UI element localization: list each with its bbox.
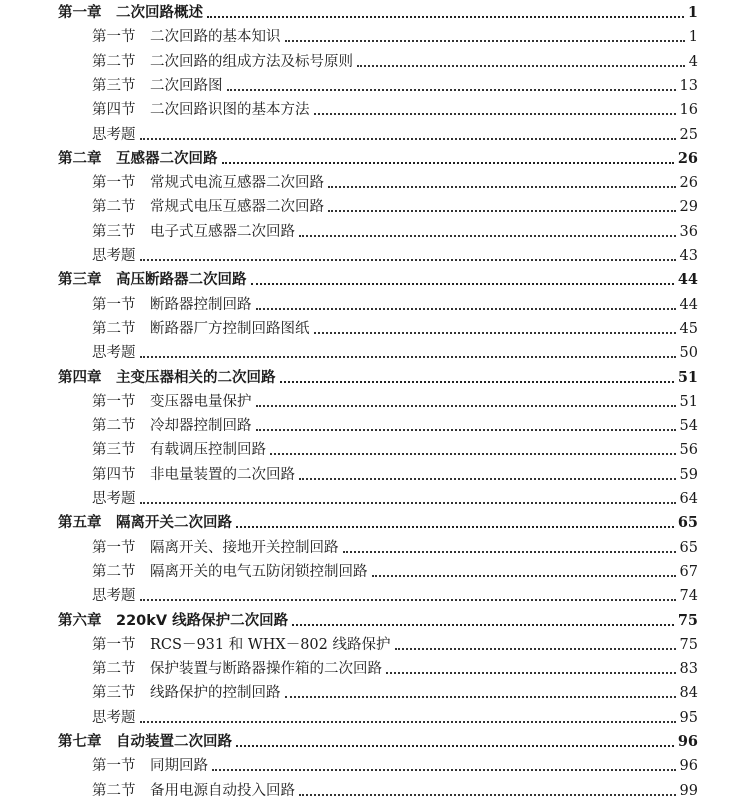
toc-chapter-title: 第三章 高压断路器二次回路 xyxy=(58,268,251,292)
toc-page-number: 83 xyxy=(676,657,698,681)
toc-chapter-row[interactable] xyxy=(0,1,732,25)
toc-section-row[interactable] xyxy=(0,25,732,49)
toc-section-row[interactable] xyxy=(0,754,732,778)
toc-leader-dots xyxy=(227,89,676,91)
toc-section-row[interactable] xyxy=(0,341,732,365)
toc-page-number: 29 xyxy=(676,195,698,219)
toc-leader-dots xyxy=(140,599,676,601)
toc-section-row[interactable] xyxy=(0,98,732,122)
toc-section-row[interactable] xyxy=(0,584,732,608)
toc-leader-dots xyxy=(372,575,676,577)
toc-section-title: 第二节 冷却器控制回路 xyxy=(92,414,256,438)
toc-section-title: 思考题 xyxy=(92,244,140,268)
toc-chapter-row[interactable] xyxy=(0,147,732,171)
toc-leader-dots xyxy=(236,745,674,747)
toc-section-title: 第三节 有载调压控制回路 xyxy=(92,438,270,462)
toc-leader-dots xyxy=(357,65,685,67)
toc-section-title: 第二节 保护装置与断路器操作箱的二次回路 xyxy=(92,657,386,681)
toc-chapter-title: 第二章 互感器二次回路 xyxy=(58,147,222,171)
toc-section-title: 第四节 二次回路识图的基本方法 xyxy=(92,98,314,122)
toc-page-number: 26 xyxy=(674,147,698,171)
toc-section-row[interactable] xyxy=(0,50,732,74)
toc-section-title: 第三节 二次回路图 xyxy=(92,74,227,98)
toc-section-title: 第一节 同期回路 xyxy=(92,754,212,778)
toc-leader-dots xyxy=(292,624,674,626)
toc-page-number: 96 xyxy=(676,754,698,778)
toc-section-title: 第一节 RCS－931 和 WHX－802 线路保护 xyxy=(92,633,395,657)
toc-section-row[interactable] xyxy=(0,706,732,730)
toc-page-number: 25 xyxy=(676,123,698,147)
toc-section-row[interactable] xyxy=(0,414,732,438)
toc-section-row[interactable] xyxy=(0,657,732,681)
toc-leader-dots xyxy=(140,259,676,261)
toc-section-row[interactable] xyxy=(0,487,732,511)
toc-page-number: 50 xyxy=(676,341,698,365)
toc-section-row[interactable] xyxy=(0,220,732,244)
toc-leader-dots xyxy=(299,235,676,237)
toc-section-row[interactable] xyxy=(0,560,732,584)
toc-section-row[interactable] xyxy=(0,463,732,487)
toc-page-number: 43 xyxy=(676,244,698,268)
toc-section-row[interactable] xyxy=(0,633,732,657)
toc-section-row[interactable] xyxy=(0,74,732,98)
toc-page-number: 96 xyxy=(674,730,698,754)
toc-section-title: 第二节 备用电源自动投入回路 xyxy=(92,779,299,803)
toc-leader-dots xyxy=(328,186,676,188)
toc-leader-dots xyxy=(395,648,676,650)
toc-leader-dots xyxy=(251,283,674,285)
toc-section-title: 第一节 隔离开关、接地开关控制回路 xyxy=(92,536,343,560)
toc-section-title: 第一节 断路器控制回路 xyxy=(92,293,256,317)
toc-leader-dots xyxy=(212,769,676,771)
toc-page-number: 59 xyxy=(676,463,698,487)
toc-section-title: 第二节 二次回路的组成方法及标号原则 xyxy=(92,50,357,74)
toc-chapter-row[interactable] xyxy=(0,609,732,633)
toc-page-number: 65 xyxy=(676,536,698,560)
toc-leader-dots xyxy=(222,162,674,164)
toc-leader-dots xyxy=(140,502,676,504)
toc-section-title: 第二节 断路器厂方控制回路图纸 xyxy=(92,317,314,341)
toc-page-number: 44 xyxy=(676,293,698,317)
toc-section-row[interactable] xyxy=(0,195,732,219)
toc-section-title: 思考题 xyxy=(92,706,140,730)
toc-page-number: 36 xyxy=(676,220,698,244)
toc-chapter-row[interactable] xyxy=(0,730,732,754)
toc-page-number: 84 xyxy=(676,681,698,705)
toc-page-number: 26 xyxy=(676,171,698,195)
toc-chapter-row[interactable] xyxy=(0,511,732,535)
toc-leader-dots xyxy=(256,405,676,407)
toc-page-number: 99 xyxy=(676,779,698,803)
toc-section-row[interactable] xyxy=(0,438,732,462)
toc-leader-dots xyxy=(386,672,676,674)
toc-section-title: 第三节 线路保护的控制回路 xyxy=(92,681,285,705)
toc-leader-dots xyxy=(314,113,676,115)
toc-section-title: 思考题 xyxy=(92,123,140,147)
toc-leader-dots xyxy=(270,453,676,455)
toc-chapter-title: 第五章 隔离开关二次回路 xyxy=(58,511,236,535)
toc-leader-dots xyxy=(236,526,674,528)
toc-leader-dots xyxy=(328,210,676,212)
toc-leader-dots xyxy=(314,332,676,334)
toc-leader-dots xyxy=(343,551,676,553)
toc-leader-dots xyxy=(140,356,676,358)
toc-page-number: 74 xyxy=(676,584,698,608)
toc-section-row[interactable] xyxy=(0,779,732,803)
toc-section-row[interactable] xyxy=(0,536,732,560)
toc-section-title: 第一节 常规式电流互感器二次回路 xyxy=(92,171,328,195)
toc-leader-dots xyxy=(140,138,676,140)
toc-section-title: 第一节 二次回路的基本知识 xyxy=(92,25,285,49)
toc-section-title: 思考题 xyxy=(92,487,140,511)
toc-page-number: 75 xyxy=(674,609,698,633)
toc-page-number: 13 xyxy=(676,74,698,98)
toc-section-row[interactable] xyxy=(0,681,732,705)
toc-page-number: 54 xyxy=(676,414,698,438)
toc-section-title: 思考题 xyxy=(92,341,140,365)
toc-section-row[interactable] xyxy=(0,244,732,268)
toc-section-title: 第二节 隔离开关的电气五防闭锁控制回路 xyxy=(92,560,372,584)
toc-page-number: 51 xyxy=(676,390,698,414)
toc-chapter-title: 第七章 自动装置二次回路 xyxy=(58,730,236,754)
toc-page-number: 1 xyxy=(685,25,698,49)
toc-leader-dots xyxy=(299,478,676,480)
toc-chapter-title: 第四章 主变压器相关的二次回路 xyxy=(58,366,280,390)
toc-leader-dots xyxy=(285,40,685,42)
toc-chapter-title: 第六章 220kV 线路保护二次回路 xyxy=(58,609,292,633)
toc-chapter-title: 第一章 二次回路概述 xyxy=(58,1,207,25)
toc-chapter-row[interactable] xyxy=(0,268,732,292)
toc-page-number: 75 xyxy=(676,633,698,657)
toc-page-number: 4 xyxy=(685,50,698,74)
toc-page-number: 16 xyxy=(676,98,698,122)
toc-section-title: 第三节 电子式互感器二次回路 xyxy=(92,220,299,244)
toc-page-number: 45 xyxy=(676,317,698,341)
toc-section-title: 第二节 常规式电压互感器二次回路 xyxy=(92,195,328,219)
toc-section-row[interactable] xyxy=(0,293,732,317)
toc-page-number: 1 xyxy=(684,1,698,25)
toc-section-row[interactable] xyxy=(0,171,732,195)
toc-page-number: 51 xyxy=(674,366,698,390)
toc-leader-dots xyxy=(285,696,676,698)
toc-leader-dots xyxy=(299,794,676,796)
toc-page-number: 67 xyxy=(676,560,698,584)
toc-section-title: 思考题 xyxy=(92,584,140,608)
toc-page-number: 64 xyxy=(676,487,698,511)
toc-section-row[interactable] xyxy=(0,123,732,147)
toc-section-title: 第四节 非电量装置的二次回路 xyxy=(92,463,299,487)
toc-chapter-row[interactable] xyxy=(0,366,732,390)
toc-page-number: 44 xyxy=(674,268,698,292)
toc-leader-dots xyxy=(207,16,684,18)
toc-page-number: 65 xyxy=(674,511,698,535)
toc-leader-dots xyxy=(256,308,676,310)
toc-section-row[interactable] xyxy=(0,317,732,341)
toc-leader-dots xyxy=(140,721,676,723)
toc-section-title: 第一节 变压器电量保护 xyxy=(92,390,256,414)
toc-section-row[interactable] xyxy=(0,390,732,414)
toc-page-number: 95 xyxy=(676,706,698,730)
toc-page-number: 56 xyxy=(676,438,698,462)
toc-leader-dots xyxy=(256,429,676,431)
toc-leader-dots xyxy=(280,381,674,383)
